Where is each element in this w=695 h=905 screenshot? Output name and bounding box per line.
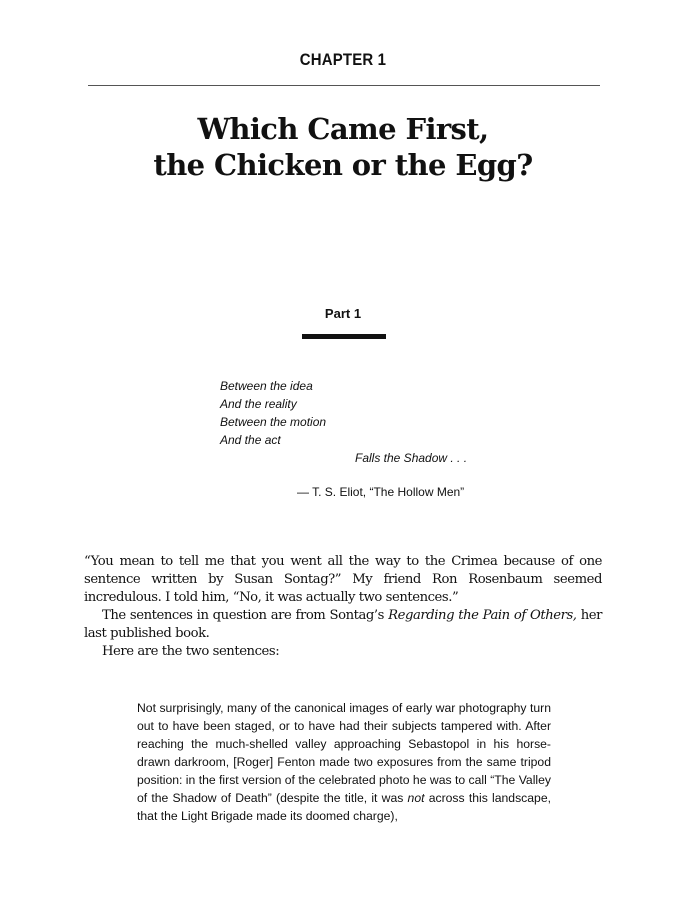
block-quote-text-end: across this landscape, that the Light Brigade made its doomed charge),	[137, 791, 551, 823]
body-paragraph-3: Here are the two sentences:	[102, 644, 280, 659]
epigraph-line: Between the idea	[220, 379, 313, 393]
body-paragraph-2-end: her last published book.	[84, 608, 602, 641]
epigraph-line: Falls the Shadow . . .	[355, 451, 468, 465]
block-quote-emphasis: not	[407, 791, 425, 805]
block-quote-text-start: Not surprisingly, many of the canonical images of early war photography turn out to have been staged, or to have had their subjects tampered with. After reaching the much-shelled valley approaching Sebastopol in his horse-drawn darkroom, [Roger] Fenton made two exposures from the same tripod position: in the first version of the celebrated photo he was to call “The Valley of the Shadow of Death” (despite the title, it was	[137, 701, 551, 805]
epigraph-line: And the act	[220, 433, 281, 447]
epigraph-line: Between the motion	[220, 415, 327, 429]
chapter-title	[0, 111, 686, 183]
part-label: Part 1	[324, 306, 362, 321]
block-quote	[137, 699, 551, 825]
epigraph-line: And the reality	[220, 397, 297, 411]
body-paragraph-1: “You mean to tell me that you went all the way to the Crimea because of one sentence written by Susan Sontag?” My friend Ron Rosenbaum seemed incredulous. I told him, “No, it was actually two sentences.”	[84, 554, 602, 605]
chapter-label: CHAPTER 1	[299, 50, 387, 69]
part-divider-bar	[302, 334, 386, 339]
epigraph	[220, 377, 467, 467]
body-paragraph-2-start: The sentences in question are from Sontag’s	[102, 608, 389, 623]
chapter-title-line-1: Which Came First,	[197, 112, 489, 146]
chapter-title-line-2: the Chicken or the Egg?	[153, 148, 533, 182]
chapter-divider	[88, 85, 600, 86]
body-text	[84, 553, 602, 661]
body-paragraph-2	[84, 607, 602, 643]
epigraph-attribution: — T. S. Eliot, “The Hollow Men”	[297, 485, 465, 499]
book-title: Regarding the Pain of Others,	[388, 608, 577, 623]
